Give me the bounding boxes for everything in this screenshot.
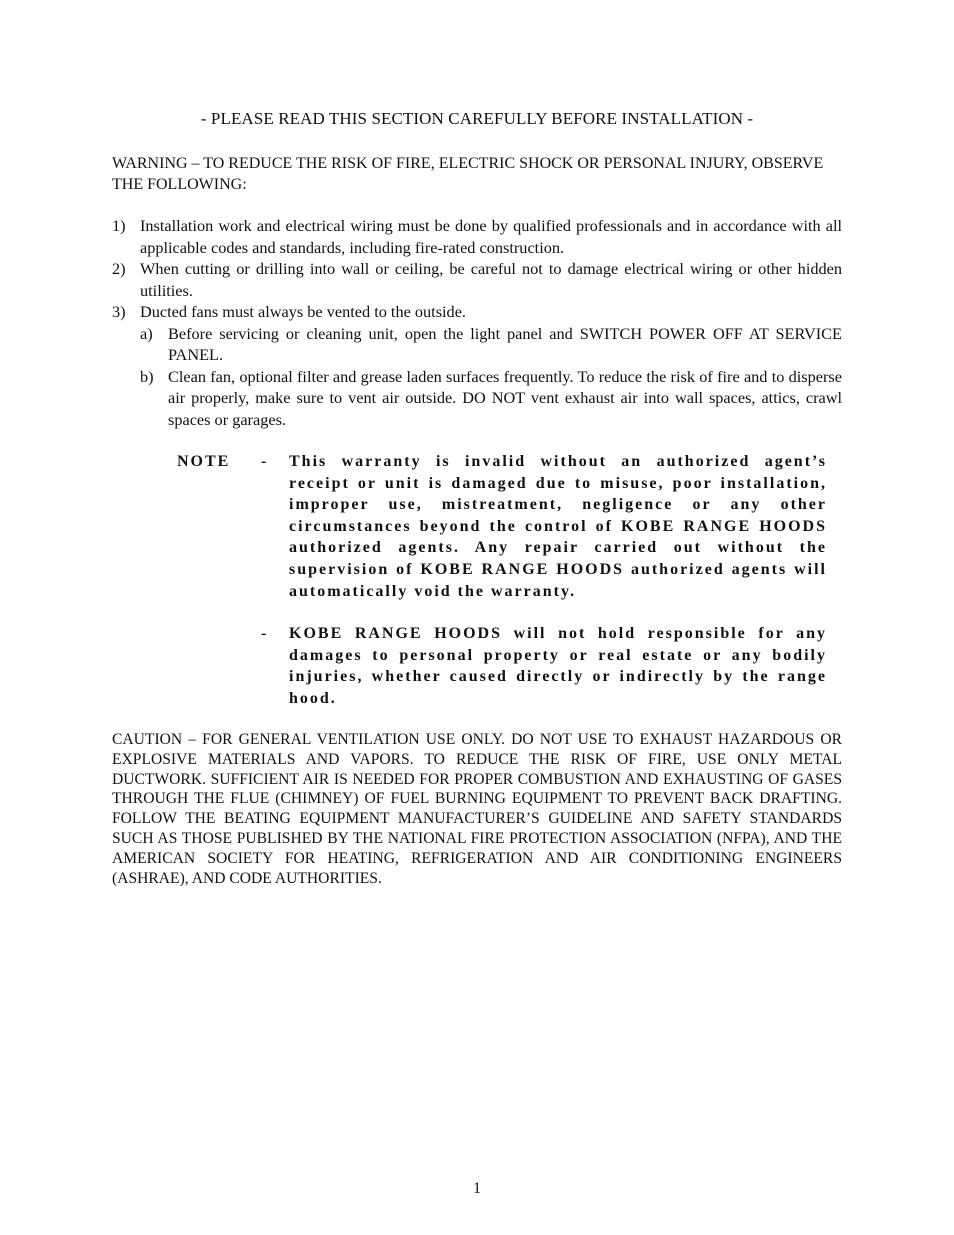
note-row — [177, 451, 827, 602]
list-item-number: 3) — [112, 302, 126, 321]
list-item-text: Ducted fans must always be vented to the outside. — [140, 302, 466, 321]
section-heading: - PLEASE READ THIS SECTION CAREFULLY BEFORE INSTALLATION - — [200, 109, 754, 128]
note-row — [177, 623, 827, 709]
sub-list-item-text: Before servicing or cleaning unit, open the light panel and SWITCH POWER OFF AT SERVICE PANEL. — [168, 323, 842, 364]
list-item-body — [140, 301, 842, 430]
list-item-text: When cutting or drilling into wall or ceiling, be careful not to damage electrical wiring or other hidden utilities. — [140, 259, 842, 300]
note-label-spacer — [177, 623, 261, 709]
warranty-note — [177, 451, 827, 710]
list-item — [112, 301, 842, 430]
note-label: NOTE — [177, 453, 231, 470]
list-item-number: 2) — [112, 259, 126, 278]
sub-list-item — [140, 366, 842, 431]
note-dash: - — [261, 453, 269, 470]
note-paragraph: KOBE RANGE HOODS will not hold responsible for any damages to personal property or real estate or any bodily injuries, whether caused directly or indirectly by the range hood. — [289, 625, 827, 707]
note-dash: - — [261, 625, 269, 643]
warning-paragraph: WARNING – TO REDUCE THE RISK OF FIRE, ELECTRIC SHOCK OR PERSONAL INJURY, OBSERVE THE FOLLOWING: — [112, 155, 824, 193]
sub-list-item-letter: a) — [140, 323, 153, 343]
instruction-list — [112, 215, 842, 430]
sub-list-item-text: Clean fan, optional filter and grease laden surfaces frequently. To reduce the risk of fire and to disperse air properly, make sure to vent air outside. DO NOT vent exhaust air into wall spaces, attics, crawl spaces or garages. — [168, 366, 842, 429]
sub-list-item — [140, 323, 842, 366]
page-number: 1 — [473, 1180, 481, 1197]
sub-list-item-letter: b) — [140, 366, 154, 386]
list-item — [112, 215, 842, 258]
list-item-text: Installation work and electrical wiring must be done by qualified professionals and in accordance with all applicable codes and standards, including fire-rated construction. — [140, 216, 842, 257]
list-item — [112, 258, 842, 301]
list-item-number: 1) — [112, 216, 126, 235]
caution-paragraph: CAUTION – FOR GENERAL VENTILATION USE ONLY. DO NOT USE TO EXHAUST HAZARDOUS OR EXPLOSIVE MATERIALS AND VAPORS. TO REDUCE THE RISK OF FIRE, USE ONLY METAL DUCTWORK. SUFFICIENT AIR IS NEEDED FOR PROPER COMBUSTION AND EXHAUSTING OF GASES THROUGH THE FLUE (CHIMNEY) OF FUEL BURNING EQUIPMENT TO PREVENT BACK DRAFTING. FOLLOW THE BEATING EQUIPMENT MANUFACTURER’S GUIDELINE AND SAFETY STANDARDS SUCH AS THOSE PUBLISHED BY THE NATIONAL FIRE PROTECTION ASSOCIATION (NFPA), AND THE AMERICAN SOCIETY FOR HEATING, REFRIGERATION AND AIR CONDITIONING ENGINEERS (ASHRAE), AND CODE AUTHORITIES. — [112, 731, 842, 887]
note-paragraph: This warranty is invalid without an authorized agent’s receipt or unit is damaged due to misuse, poor installation, improper use, mistreatment, negligence or any other circumstances beyond the control of KOBE RANGE HOODS authorized agents. Any repair carried out without the supervision of KOBE RANGE HOODS authorized agents will automatically void the warranty. — [289, 453, 827, 600]
